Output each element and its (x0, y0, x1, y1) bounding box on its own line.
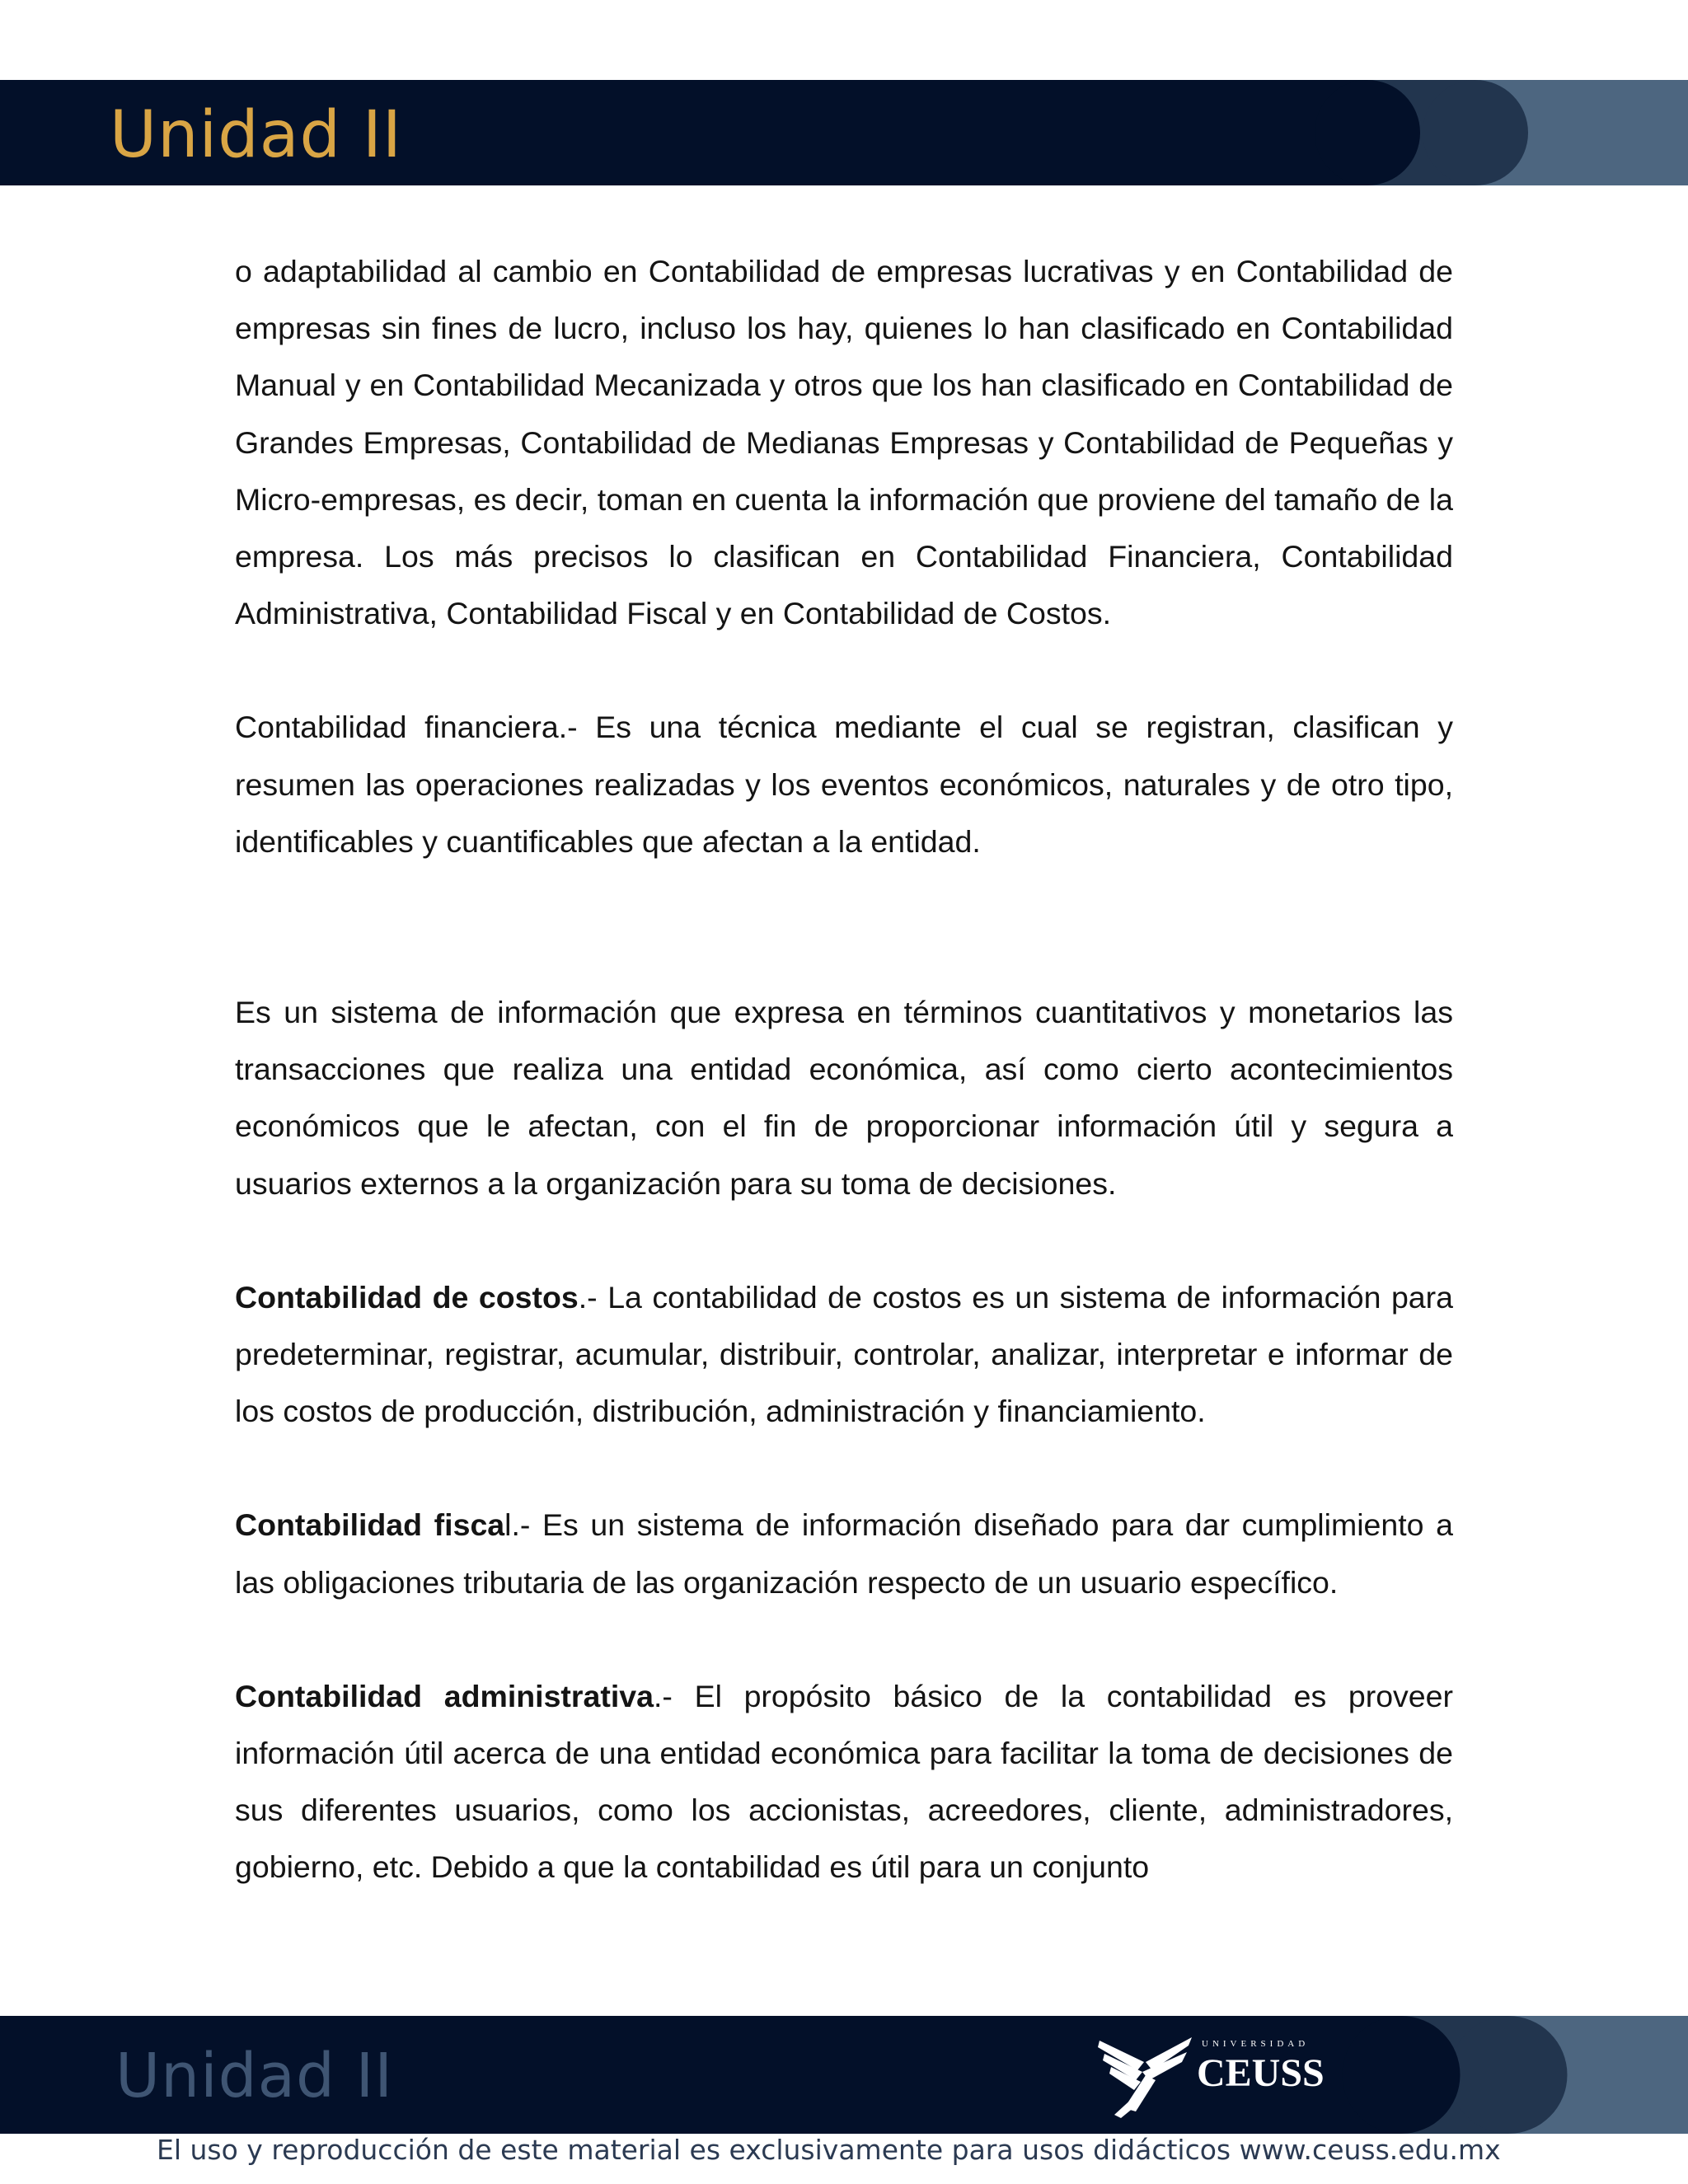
paragraph-text: l.- Es un sistema de información diseñado para dar cumplimiento a las obligaciones tributaria de las organización respecto de un usuario específico. (235, 1507, 1453, 1600)
paragraph-administrativa (235, 1668, 1453, 1896)
logo-name: CEUSS (1197, 2051, 1325, 2095)
paragraph-costos (235, 1269, 1453, 1441)
paragraph-fiscal (235, 1497, 1453, 1610)
paragraph-bold: Contabilidad de costos (235, 1279, 579, 1315)
footer-band (0, 2016, 1688, 2134)
eagle-icon (1096, 2029, 1195, 2120)
paragraph-text: o adaptabilidad al cambio en Contabilidad de empresas lucrativas y en Contabilidad de empresas sin fines de lucro, incluso los hay, quienes lo han clasificado en Contabilidad Manual y en Contabilidad Mecanizada y otros que los han clasificado en Contabilidad de Grandes Empresas, Contabilidad de Medianas Empresas y Contabilidad de Pequeñas y Micro-empresas, es decir, toman en cuenta la información que proviene del tamaño de la empresa. Los más precisos lo clasifican en Contabilidad Financiera, Contabilidad Administrativa, Contabilidad Fiscal y en Contabilidad de Costos. (235, 254, 1453, 631)
paragraph-financiera (235, 699, 1453, 870)
paragraph-text: Es un sistema de información que expresa en términos cuantitativos y monetarios las transacciones que realiza una entidad económica, así como cierto acontecimientos económicos que le afectan, con el fin de proporcionar información útil y segura a usuarios externos a la organización para su toma de decisiones. (235, 995, 1453, 1201)
paragraph-bold: Contabilidad fisca (235, 1507, 505, 1543)
logo-university-text: UNIVERSIDAD (1202, 2039, 1310, 2049)
footer-disclaimer: El uso y reproducción de este material es exclusivamente para usos didácticos www.ceuss.edu.mx (157, 2134, 1501, 2166)
ceuss-logo (1096, 2029, 1327, 2120)
paragraph-sistema (235, 984, 1453, 1212)
paragraph-text: Contabilidad financiera.- Es una técnica mediante el cual se registran, clasifican y resumen las operaciones realizadas y los eventos económicos, naturales y de otro tipo, identificables y cuantificables que afectan a la entidad. (235, 710, 1453, 859)
paragraph-intro (235, 243, 1453, 642)
document-body (235, 243, 1453, 1953)
spacer (235, 927, 1453, 984)
footer-title: Unidad II (115, 2041, 394, 2111)
page-title: Unidad II (110, 98, 402, 172)
paragraph-text: .- El propósito básico de la contabilidad es proveer información útil acerca de una entidad económica para facilitar la toma de decisiones de sus diferentes usuarios, como los accionistas, acreedores, cliente, administradores, gobierno, etc. Debido a que la contabilidad es útil para un conjunto (235, 1678, 1454, 1885)
paragraph-text: .- La contabilidad de costos es un sistema de información para predeterminar, registrar, acumular, distribuir, controlar, analizar, interpretar e informar de los costos de producción, distribución, administración y financiamiento. (235, 1279, 1454, 1429)
header-band (0, 80, 1688, 185)
paragraph-bold: Contabilidad administrativa (235, 1678, 654, 1713)
